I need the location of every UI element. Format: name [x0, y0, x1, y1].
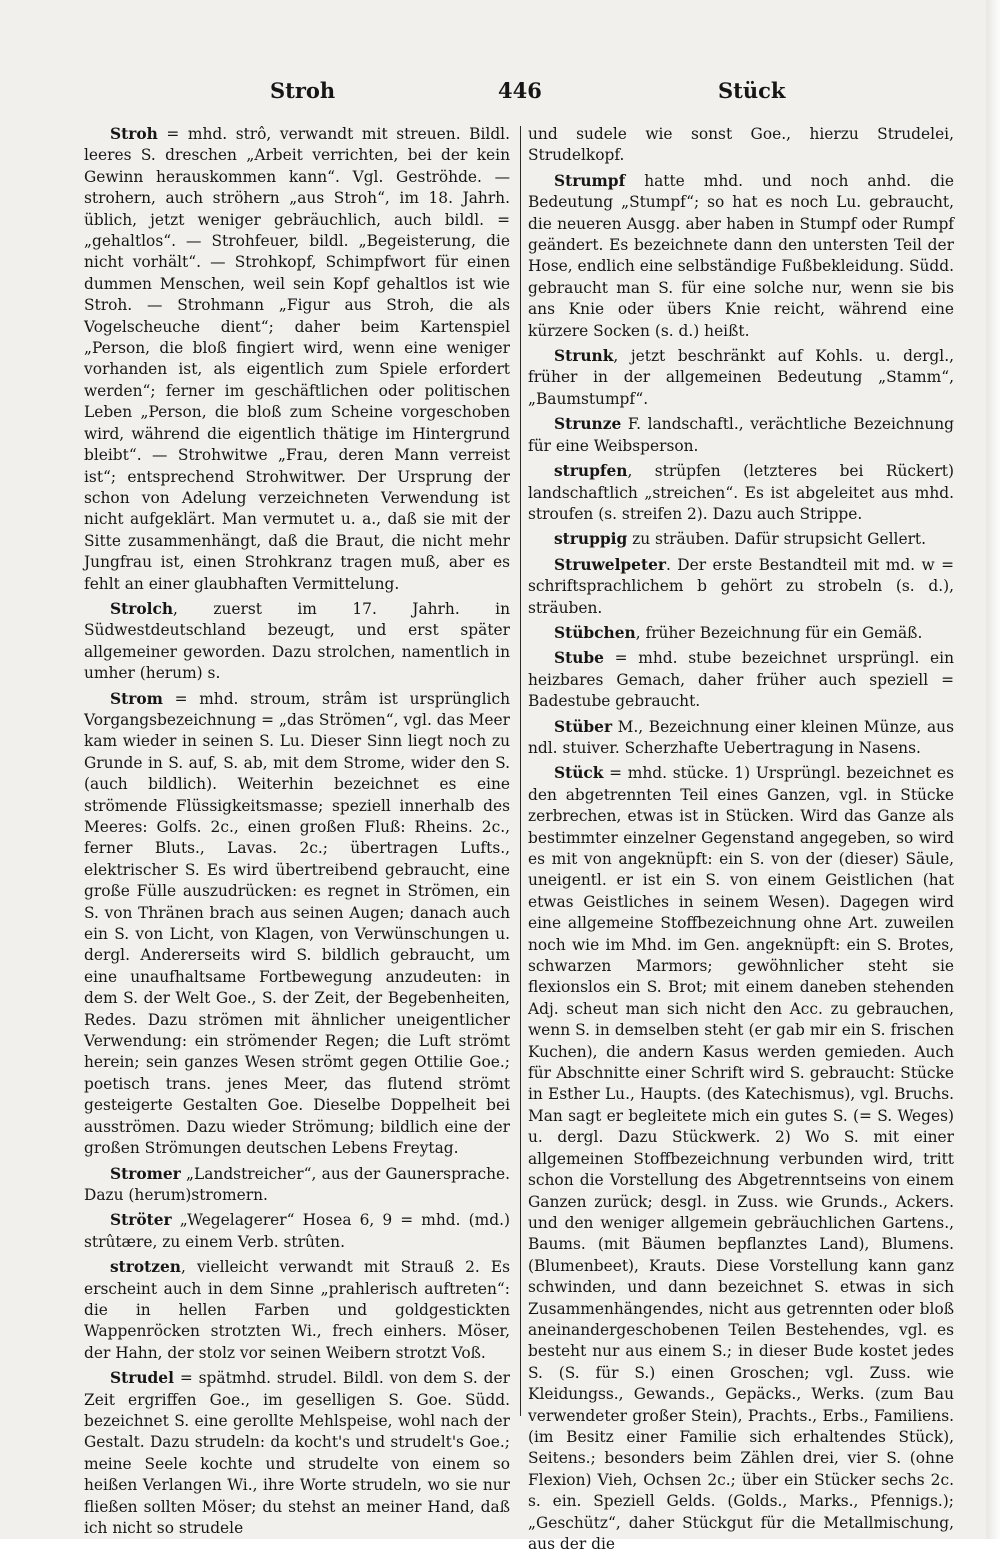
- entry-text: = mhd. stroum, strâm ist ursprünglich Vorgangsbezeichnung = „das Strömen“, vgl. das Meer kam wieder in seinen S. Lu. Dieser Sinn liegt noch zu Grunde in S. auf, S. ab, mit dem Strome, wider den S. (auch bildlich). Weiterhin bezeichnet es eine strömende Flüssigkeitsmasse; speziell innerhalb des Meeres: Golfs. 2c., einen großen Fluß: Rheins. 2c., ferner Bluts., Lavas. 2c.; übertragen Lufts., elektrischer S. Es wird übertreibend gebraucht, eine große Fülle auszudrücken: es regnet in Strömen, ein S. von Thränen brach aus seinen Augen; danach auch ein S. von Licht, von Klagen, von Verwünschungen u. dergl. Andererseits wird S. bildlich gebraucht, um eine unaufhaltsame Fortbewegung anzudeuten: in dem S. der Welt Goe., S. der Zeit, der Begebenheiten, Redes. Dazu strömen mit ähnlicher uneigentlicher Verwendung: ein strömender Regen; die Luft strömt herein; sein ganzes Wesen strömt gegen Ottilie Goe.; poetisch trans. jenes Meer, das flutend strömt gesteigerte Gestalten Goe. Dieselbe Doppelheit bei ausströmen. Dazu wieder Strömung; bildlich eine der großen Strömungen deutschen Lebens Freytag.: [84, 689, 510, 1158]
- entry: [528, 763, 954, 1555]
- header-left-catchword: Stroh: [270, 78, 336, 103]
- entry-text: „Landstreicher“, aus der Gaunersprache. Dazu (herum)stromern.: [84, 1164, 510, 1204]
- right-column: [528, 124, 954, 1559]
- entry-text: und sudele wie sonst Goe., hierzu Strudelei, Strudelkopf.: [528, 125, 954, 165]
- headword: strotzen: [110, 1258, 181, 1277]
- left-column: [84, 124, 510, 1543]
- headword: Strom: [110, 689, 163, 708]
- entry: [84, 1368, 510, 1539]
- entry: [528, 717, 954, 760]
- headword: Stübchen: [554, 623, 636, 642]
- headword: strupfen: [554, 462, 628, 481]
- headword: Strunze: [554, 415, 622, 434]
- headword: Stromer: [110, 1164, 181, 1183]
- entry: [528, 623, 954, 644]
- entry: [84, 1210, 510, 1253]
- entry-text: , früher Bezeichnung für ein Gemäß.: [635, 623, 923, 642]
- headword: Strunk: [554, 347, 614, 366]
- scan-edge: [986, 0, 1000, 1539]
- headword: Strolch: [110, 599, 174, 618]
- entry-text: , zuerst im 17. Jahrh. in Südwestdeutschland bezeugt, und erst später allgemeiner geworden. Dazu strolchen, namentlich in umher (herum) s.: [84, 599, 510, 683]
- entry-text: = mhd. strô, verwandt mit streuen. Bildl. leeres S. dreschen „Arbeit verrichten, bei der kein Gewinn herauskommen kann“. Vgl. Geströhde. — strohern, auch ströhern „aus Stroh“, im 18. Jahrh. üblich, jetzt weniger gebräuchlich, auch bildl. = „gehaltlos“. — Strohfeuer, bildl. „Begeisterung, die nicht vorhält“. — Strohkopf, Schimpfwort für einen dummen Menschen, weil sein Kopf gehaltlos ist wie Stroh. — Strohmann „Figur aus Stroh, die als Vogelscheuche dient“; daher beim Kartenspiel „Person, die bloß fingiert wird, wenn eine weniger vorhanden ist, als eigentlich zum Spiele erfordert werden“; ferner im geschäftlichen oder politischen Leben „Person, die bloß zum Scheine vorgeschoben wird, während die eigentlich thätige im Hintergrund bleibt“. — Strohwitwe „Frau, deren Mann verreist ist“; entsprechend Strohwitwer. Der Ursprung der schon von Adelung verzeichneten Verwendung ist nicht aufgeklärt. Man vermutet u. a., daß sie mit der Sitte zusammenhängt, daß die Braut, die nicht mehr Jungfrau ist, einen Strohkranz tragen muß, aber es fehlt an einer glaubhaften Vermittelung.: [84, 125, 510, 593]
- entry: [84, 1257, 510, 1364]
- headword: Stube: [554, 649, 604, 668]
- entry: [528, 461, 954, 525]
- entry: [84, 689, 510, 1160]
- entry-text: F. landschaftl., verächtliche Bezeichnung für eine Weibsperson.: [528, 415, 954, 455]
- entry: [528, 414, 954, 457]
- entry-continuation: [528, 124, 954, 167]
- entry-text: zu sträuben. Dafür strupsicht Gellert.: [627, 530, 927, 549]
- entry: [528, 529, 954, 550]
- entry-text: , vielleicht verwandt mit Strauß 2. Es erscheint auch in dem Sinne „prahlerisch auftreten“: die in hellen Farben und goldgestickten Wappenröcken strotzten Wi., frech einhers. Möser, der Hahn, der stolz vor seinen Weibern strotzt Voß.: [84, 1258, 510, 1362]
- entry-text: = mhd. stube bezeichnet ursprüngl. ein heizbares Gemach, daher früher auch speziell = Badestube gebraucht.: [528, 649, 954, 711]
- headword: Stüber: [554, 717, 613, 736]
- entry: [528, 555, 954, 619]
- column-divider: [520, 126, 521, 1416]
- entry: [84, 599, 510, 685]
- entry: [528, 346, 954, 410]
- entry-text: hatte mhd. und noch anhd. die Bedeutung „Stumpf“; so hat es noch Lu. gebraucht, die neueren Ausgg. aber haben in Stumpf oder Rumpf geändert. Es bezeichnete dann den untersten Teil der Hose, endlich eine selbständige Fußbekleidung. Südd. gebraucht man S. für eine solche nur, wenn sie bis ans Knie oder übers Knie reicht, während eine kürzere Socken (s. d.) heißt.: [528, 171, 954, 340]
- headword: Ströter: [110, 1211, 172, 1230]
- headword: Strumpf: [554, 171, 626, 190]
- entry: [528, 171, 954, 342]
- entry: [84, 1164, 510, 1207]
- entry-text: M., Bezeichnung einer kleinen Münze, aus ndl. stuiver. Scherzhafte Uebertragung in Nasens.: [528, 717, 954, 757]
- header-right-catchword: Stück: [718, 78, 786, 103]
- entry: [528, 648, 954, 712]
- entry-text: , strüpfen (letzteres bei Rückert) landschaftlich „streichen“. Es ist abgeleitet aus mhd. stroufen (s. streifen 2). Dazu auch Strippe.: [528, 462, 954, 523]
- headword: Stück: [554, 764, 604, 783]
- headword: Stroh: [110, 125, 158, 143]
- entry-text: „Wegelagerer“ Hosea 6, 9 = mhd. (md.) strûtære, zu einem Verb. strûten.: [84, 1211, 510, 1251]
- entry: [84, 124, 510, 595]
- headword: struppig: [554, 530, 628, 549]
- entry-text: = mhd. stücke. 1) Ursprüngl. bezeichnet es den abgetrennten Teil eines Ganzen, vgl. in Stücke zerbrechen, etwas ist in Stücken. Wird das Ganze als bestimmter einzelner Gegenstand angegeben, so wird es mit von angeknüpft: ein S. von der (dieser) Säule, uneigentl. er ist ein S. von einem Geistlichen (hat etwas Geistliches in seinem Wesen). Dagegen wird eine allgemeine Stoffbezeichnung ohne Art. zuweilen noch wie im Mhd. im Gen. angeknüpft: ein S. Brotes, schwarzen Marmors; gewöhnlicher steht sie flexionslos ein S. Brot; mit einem daneben stehenden Adj. scheut man sich nicht den Acc. zu gebrauchen, wenn S. in demselben steht (er gab mir ein S. frischen Kuchen), die andern Kasus werden gemieden. Auch für Abschnitte einer Schrift wird S. gebraucht: Stücke in Esther Lu., Haupts. (des Katechismus), vgl. Bruchs. Man sagt er begleitete mich ein gutes S. (= S. Weges) u. dergl. Dazu Stückwerk. 2) Wo S. mit einer allgemeinen Stoffbezeichnung verbunden wird, tritt schon die Vorstellung des Abgetrenntseins von einem Ganzen zurück; desgl. in Zuss. wie Grunds., Ackers. und den weniger allgemein gebräuchlichen Gartens., Baums. (mit Bäumen bepflanztes Land), Blumens. (Blumenbeet), Krauts. Diese Vorstellung kann ganz schwinden, und dann bezeichnet S. etwas in sich Zusammenhängendes, nicht aus getrennten oder bloß aneinandergeschobenen Teilen Bestehendes, vgl. es besteht nur aus einem S.; in dieser Bude kostet jedes S. (S. für S.) einen Groschen; vgl. Zuss. wie Kleidungss., Gewands., Gepäcks., Werks. (zum Bau verwendeter großer Stein), Prachts., Erbs., Familiens. (im Besitz einer Familie sich erhaltendes Stück), Seitens.; besonders beim Zählen drei, vier S. (ohne Flexion) Vieh, Ochsen 2c.; über ein Stücker sechs 2c. s. ein. Speziell Gelds. (Golds., Marks., Pfennigs.); „Geschütz“, daher Stückgut für die Metallmischung, aus der die: [528, 764, 954, 1553]
- headword: Struwelpeter: [554, 555, 666, 574]
- headword: Strudel: [110, 1369, 174, 1388]
- entry-text: . Der erste Bestandteil mit md. w = schriftsprachlichem b gehört zu strobeln (s. d.), sträuben.: [528, 555, 954, 617]
- page-header: [112, 78, 952, 108]
- entry-text: , jetzt beschränkt auf Kohls. u. dergl., früher in der allgemeinen Bedeutung „Stamm“, „Baumstumpf“.: [528, 347, 954, 408]
- entry-text: = spätmhd. strudel. Bildl. von dem S. der Zeit ergriffen Goe., im geselligen S. Goe. Südd. bezeichnet S. eine gerollte Mehlspeise, wohl nach der Gestalt. Dazu strudeln: da kocht's und strudelt's Goe.; meine Seele kochte und strudelte von einem so heißen Verlangen Wi., ihre Worte strudeln, wo sie nur fließen sollten Möser; du stehst an meiner Hand, daß ich nicht so strudele: [84, 1369, 510, 1537]
- page-number: 446: [498, 78, 542, 103]
